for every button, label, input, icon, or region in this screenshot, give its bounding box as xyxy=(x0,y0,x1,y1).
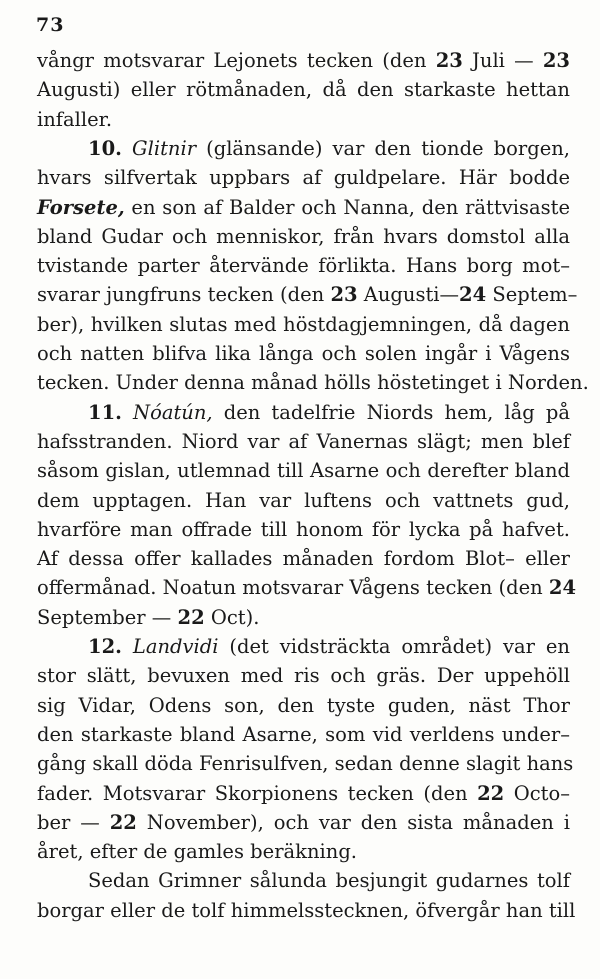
text-line: stor slätt, bevuxen med ris och gräs. Der uppehöll xyxy=(37,664,570,688)
page-number: 73 xyxy=(36,14,65,36)
text-line: bland Gudar och menniskor, från hvars domstol alla xyxy=(37,224,570,248)
text-line: vångr motsvarar Lejonets tecken (den 23 Juli — 23 xyxy=(37,49,570,72)
text-line: ber), hvilken slutas med höstdagjemningen, då dagen xyxy=(37,312,570,336)
text-line: såsom gislan, utlemnad till Asarne och derefter bland xyxy=(37,459,570,483)
text-line: Forsete, en son af Balder och Nanna, den rättvisaste xyxy=(37,195,570,219)
text-line: fader. Motsvarar Skorpionens tecken (den 22 Octo– xyxy=(37,781,570,805)
text-line: svarar jungfruns tecken (den 23 Augusti—24 Septem– xyxy=(37,283,578,307)
text-line: och natten blifva lika långa och solen ingår i Vågens xyxy=(37,342,570,365)
text-line: Af dessa offer kallades månaden fordom Blot– eller xyxy=(37,547,570,571)
text-line: hafsstranden. Niord var af Vanernas slägt; men blef xyxy=(37,429,570,453)
text-line: hvars silfvertak uppbars af guldpelare. Här bodde xyxy=(37,166,570,190)
text-line: infaller. xyxy=(37,107,113,131)
text-line: året, efter de gamles beräkning. xyxy=(37,840,357,864)
text-line: tvistande parter återvände förlikta. Hans borg mot– xyxy=(37,254,570,278)
text-line: 12. Landvidi (det vidsträckta området) var en xyxy=(88,635,570,658)
text-line: sig Vidar, Odens son, den tyste guden, näst Thor xyxy=(37,693,570,717)
text-line: ber — 22 November), och var den sista månaden i xyxy=(37,810,570,834)
text-line: dem upptagen. Han var luftens och vattnets gud, xyxy=(37,488,570,512)
text-line: 11. Nóatún, den tadelfrie Niords hem, låg på xyxy=(88,400,570,424)
text-line: Augusti) eller rötmånaden, då den starkaste hettan xyxy=(37,78,570,102)
text-line: offermånad. Noatun motsvarar Vågens tecken (den 24 xyxy=(37,576,577,600)
text-line: hvarföre man offrade till honom för lycka på hafvet. xyxy=(37,517,570,541)
text-line: tecken. Under denna månad hölls höstetinget i Norden. xyxy=(37,371,589,395)
text-line: gång skall döda Fenrisulfven, sedan denne slagit hans xyxy=(37,752,574,776)
text-line: den starkaste bland Asarne, som vid verldens under– xyxy=(37,722,570,746)
text-line: September — 22 Oct). xyxy=(37,605,260,629)
text-line: borgar eller de tolf himmelsstecknen, öfvergår han till xyxy=(37,898,576,922)
text-line: Sedan Grimner sålunda besjungit gudarnes tolf xyxy=(88,869,570,893)
text-line: 10. Glitnir (glänsande) var den tionde borgen, xyxy=(88,136,570,160)
